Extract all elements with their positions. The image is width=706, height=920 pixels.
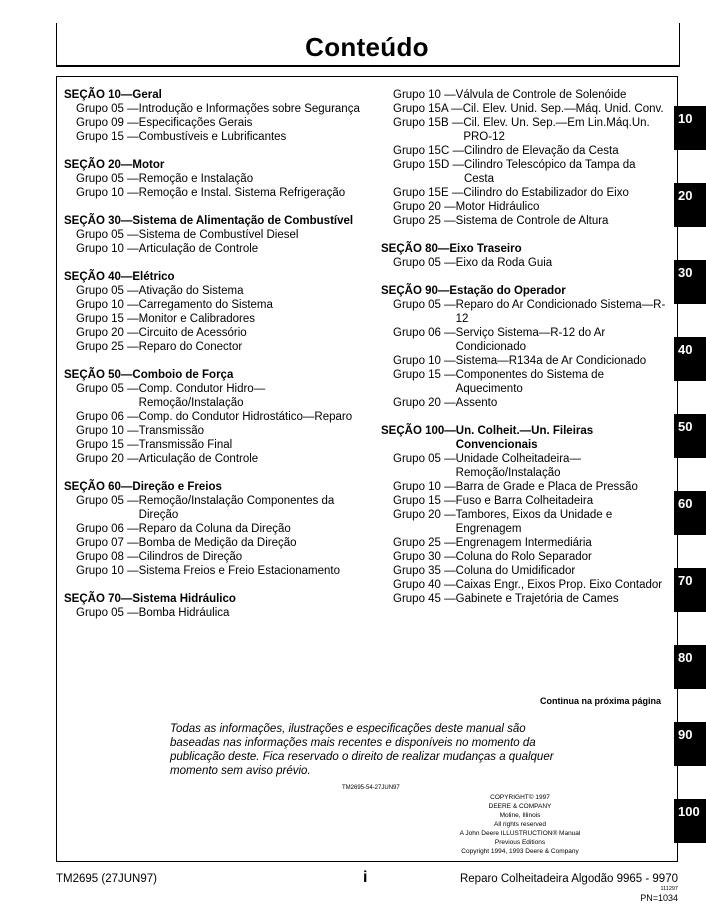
copyright-line: DEERE & COMPANY	[488, 803, 552, 810]
group-number: Grupo 10 —	[76, 243, 139, 255]
group-title: Sistema Freios e Freio Estacionamento	[138, 565, 340, 577]
toc-group-entry[interactable]	[64, 284, 364, 298]
footer-page-number: i	[363, 869, 368, 886]
section-tab-10[interactable]: 10	[674, 106, 706, 150]
toc-group-entry[interactable]	[64, 452, 364, 466]
toc-group-entry[interactable]	[381, 550, 666, 564]
toc-section	[64, 158, 364, 200]
group-number: Grupo 05 —	[76, 229, 139, 241]
group-number: Grupo 20 —	[393, 509, 456, 521]
toc-group-entry[interactable]	[64, 186, 364, 200]
section-heading[interactable]	[64, 480, 364, 494]
section-code: SEÇÃO 30—	[64, 215, 133, 227]
group-number: Grupo 15C —	[393, 145, 464, 157]
toc-group-entry[interactable]	[381, 592, 666, 606]
section-tab-80[interactable]: 80	[674, 645, 706, 689]
copyright-line: Previous Editions	[494, 839, 546, 846]
toc-group-entry[interactable]	[381, 144, 666, 158]
group-number: Grupo 10 —	[393, 89, 456, 101]
toc-section	[381, 424, 666, 606]
group-title: Articulação de Controle	[138, 453, 259, 465]
disclaimer: Todas as informações, ilustrações e especificações deste manual são baseadas nas informações mais recentes e disponíveis no momento da publicação deste. Fica reservado o direito de realizar mudanças a qualquer momento sem aviso prévio.	[170, 723, 554, 777]
group-number: Grupo 35 —	[393, 565, 456, 577]
toc-group-entry[interactable]	[381, 452, 666, 480]
toc-group-entry[interactable]	[64, 172, 364, 186]
section-heading[interactable]	[381, 242, 666, 256]
group-number: Grupo 15 —	[393, 495, 456, 507]
section-heading[interactable]	[64, 214, 364, 228]
section-heading[interactable]	[381, 284, 666, 298]
section-name: Eixo Traseiro	[449, 243, 522, 255]
group-title: Assento	[455, 397, 498, 409]
group-title: Especificações Gerais	[138, 117, 253, 129]
group-number: Grupo 06 —	[76, 411, 139, 423]
group-number: Grupo 15 —	[76, 439, 139, 451]
group-title: Monitor e Calibradores	[138, 313, 255, 325]
group-number: Grupo 20 —	[393, 201, 456, 213]
group-number: Grupo 10 —	[76, 299, 139, 311]
section-heading[interactable]	[64, 88, 364, 102]
group-title: Transmissão	[138, 425, 205, 437]
toc-group-entry[interactable]	[381, 326, 666, 354]
toc-group-entry[interactable]	[381, 256, 666, 270]
group-number: Grupo 05 —	[393, 257, 456, 269]
toc-group-entry[interactable]	[381, 298, 666, 326]
group-title: Caixas Engr., Eixos Prop. Eixo Contador	[455, 579, 663, 591]
group-title: Remoção e Instal. Sistema Refrigeração	[138, 187, 346, 199]
toc-group-entry[interactable]	[64, 536, 364, 550]
footer-doc-number: TM2695 (27JUN97)	[56, 873, 157, 885]
toc-group-entry[interactable]	[64, 326, 364, 340]
toc-section	[64, 368, 364, 466]
group-title: Cilindro de Elevação da Cesta	[463, 145, 619, 157]
group-title: Coluna do Rolo Separador	[455, 551, 592, 563]
section-tab-70[interactable]: 70	[674, 568, 706, 612]
group-title: Articulação de Controle	[138, 243, 259, 255]
section-heading[interactable]	[64, 158, 364, 172]
section-name: Elétrico	[132, 271, 175, 283]
toc-section	[381, 88, 666, 228]
group-title: Válvula de Controle de Solenóide	[455, 89, 627, 101]
group-number: Grupo 20 —	[393, 397, 456, 409]
group-number: Grupo 25 —	[393, 215, 456, 227]
group-number: Grupo 05 —	[76, 495, 139, 507]
section-name: Sistema Hidráulico	[132, 593, 236, 605]
group-title: Reparo da Coluna da Direção	[138, 523, 291, 535]
toc-group-entry[interactable]	[381, 102, 666, 116]
contents-right-column	[381, 88, 666, 620]
toc-group-entry[interactable]	[64, 410, 364, 424]
group-title: Comp. Condutor Hidro—Remoção/Instalação	[138, 383, 266, 409]
footer-code: 111297	[660, 886, 678, 892]
section-heading[interactable]	[381, 424, 666, 452]
section-code: SEÇÃO 80—	[381, 243, 450, 255]
group-number: Grupo 10 —	[393, 481, 456, 493]
section-heading[interactable]	[64, 592, 364, 606]
section-code: SEÇÃO 10—	[64, 89, 133, 101]
toc-section	[64, 480, 364, 578]
group-number: Grupo 05 —	[76, 383, 139, 395]
group-number: Grupo 06 —	[393, 327, 456, 339]
section-code: SEÇÃO 60—	[64, 481, 133, 493]
group-title: Bomba de Medição da Direção	[138, 537, 297, 549]
toc-group-entry[interactable]	[64, 564, 364, 578]
toc-group-entry[interactable]	[64, 522, 364, 536]
section-tab-60[interactable]: 60	[674, 491, 706, 535]
group-number: Grupo 05 —	[76, 173, 139, 185]
contents-left-column	[64, 88, 364, 634]
toc-group-entry[interactable]	[381, 88, 666, 102]
toc-group-entry[interactable]	[64, 116, 364, 130]
toc-group-entry[interactable]	[381, 186, 666, 200]
toc-group-entry[interactable]	[64, 494, 364, 522]
group-title: Cilindros de Direção	[138, 551, 243, 563]
section-name: Direção e Freios	[132, 481, 222, 493]
copyright-line: COPYRIGHT© 1997	[490, 794, 550, 801]
group-number: Grupo 20 —	[76, 327, 139, 339]
group-number: Grupo 10 —	[76, 187, 139, 199]
group-title: Carregamento do Sistema	[138, 299, 273, 311]
section-tab-30[interactable]: 30	[674, 260, 706, 304]
group-number: Grupo 10 —	[76, 565, 139, 577]
toc-group-entry[interactable]	[381, 578, 666, 592]
group-title: Reparo do Conector	[138, 341, 243, 353]
toc-group-entry[interactable]	[381, 214, 666, 228]
toc-group-entry[interactable]	[64, 130, 364, 144]
toc-group-entry[interactable]	[381, 396, 666, 410]
group-title: Transmissão Final	[138, 439, 233, 451]
section-tab-100[interactable]: 100	[674, 799, 706, 843]
group-number: Grupo 05 —	[76, 285, 139, 297]
group-title: Motor Hidráulico	[455, 201, 540, 213]
section-name: Geral	[132, 89, 162, 101]
group-number: Grupo 15 —	[76, 131, 139, 143]
group-number: Grupo 10 —	[76, 425, 139, 437]
section-name: Estação do Operador	[449, 285, 566, 297]
group-title: Ativação do Sistema	[138, 285, 244, 297]
section-name: Motor	[132, 159, 165, 171]
toc-group-entry[interactable]	[381, 200, 666, 214]
group-number: Grupo 06 —	[76, 523, 139, 535]
toc-section	[64, 88, 364, 144]
group-title: Bomba Hidráulica	[138, 607, 230, 619]
toc-group-entry[interactable]	[64, 340, 364, 354]
group-title: Fuso e Barra Colheitadeira	[455, 495, 594, 507]
toc-group-entry[interactable]	[381, 536, 666, 550]
group-number: Grupo 15B —	[393, 117, 464, 129]
toc-group-entry[interactable]	[381, 480, 666, 494]
copyright-line: Moline, Illinois	[499, 812, 541, 819]
section-code: SEÇÃO 50—	[64, 369, 133, 381]
group-title: Barra de Grade e Placa de Pressão	[455, 481, 638, 493]
toc-group-entry[interactable]	[64, 424, 364, 438]
section-code: SEÇÃO 90—	[381, 285, 450, 297]
group-number: Grupo 15 —	[76, 313, 139, 325]
toc-group-entry[interactable]	[381, 494, 666, 508]
section-code: SEÇÃO 40—	[64, 271, 133, 283]
group-title: Introdução e Informações sobre Segurança	[138, 103, 360, 115]
page-title: Conteúdo	[305, 32, 429, 62]
section-tab-40[interactable]: 40	[674, 337, 706, 381]
group-number: Grupo 07 —	[76, 537, 139, 549]
group-title: Gabinete e Trajetória de Cames	[455, 593, 619, 605]
section-heading[interactable]	[64, 270, 364, 284]
toc-group-entry[interactable]	[64, 298, 364, 312]
toc-group-entry[interactable]	[381, 368, 666, 396]
group-title: Serviço Sistema—R-12 do Ar Condicionado	[455, 327, 606, 353]
group-number: Grupo 09 —	[76, 117, 139, 129]
section-name: Sistema de Alimentação de Combustível	[132, 215, 354, 227]
group-title: Sistema—R134a de Ar Condicionado	[455, 355, 647, 367]
toc-group-entry[interactable]	[381, 116, 666, 144]
copyright-line: Copyright 1994, 1993 Deere & Company	[461, 848, 579, 855]
group-title: Comp. do Condutor Hidrostático—Reparo	[138, 411, 353, 423]
toc-group-entry[interactable]	[381, 354, 666, 368]
group-title: Sistema de Controle de Altura	[455, 215, 609, 227]
section-name: Comboio de Força	[132, 369, 234, 381]
group-number: Grupo 05 —	[393, 299, 456, 311]
group-number: Grupo 08 —	[76, 551, 139, 563]
copyright-line: A John Deere ILLUSTRUCTION® Manual	[459, 830, 581, 837]
toc-section	[64, 214, 364, 256]
section-code: SEÇÃO 100—	[381, 425, 456, 437]
toc-group-entry[interactable]	[64, 102, 364, 116]
group-number: Grupo 05 —	[76, 607, 139, 619]
toc-group-entry[interactable]	[64, 382, 364, 410]
section-heading[interactable]	[64, 368, 364, 382]
section-code: SEÇÃO 20—	[64, 159, 133, 171]
toc-section	[64, 270, 364, 354]
copyright-line: All rights reserved	[493, 821, 547, 828]
group-title: Eixo da Roda Guia	[455, 257, 553, 269]
group-title: Combustíveis e Lubrificantes	[138, 131, 287, 143]
group-title: Engrenagem Intermediária	[455, 537, 592, 549]
group-number: Grupo 05 —	[393, 453, 456, 465]
group-title: Componentes do Sistema de Aquecimento	[455, 369, 604, 395]
toc-section	[381, 284, 666, 410]
group-number: Grupo 20 —	[76, 453, 139, 465]
toc-group-entry[interactable]	[64, 550, 364, 564]
group-title: Circuito de Acessório	[138, 327, 247, 339]
group-title: Cil. Elev. Unid. Sep.—Máq. Unid. Conv.	[462, 103, 664, 115]
toc-group-entry[interactable]	[64, 606, 364, 620]
document-reference: TM2695-54-27JUN97	[342, 785, 400, 791]
copyright-block	[440, 793, 600, 856]
group-title: Remoção/Instalação Componentes da Direção	[138, 495, 335, 521]
group-number: Grupo 25 —	[76, 341, 139, 353]
toc-section	[381, 242, 666, 270]
section-tab-50[interactable]: 50	[674, 414, 706, 458]
toc-group-entry[interactable]	[381, 158, 666, 186]
group-number: Grupo 30 —	[393, 551, 456, 563]
toc-group-entry[interactable]	[64, 242, 364, 256]
group-title: Reparo do Ar Condicionado Sistema—R-12	[455, 299, 666, 325]
section-tab-20[interactable]: 20	[674, 183, 706, 227]
group-number: Grupo 15D —	[393, 159, 464, 171]
toc-group-entry[interactable]	[381, 564, 666, 578]
continued-note: Continua na próxima página	[539, 696, 661, 706]
group-title: Unidade Colheitadeira—Remoção/Instalação	[455, 453, 581, 479]
toc-group-entry[interactable]	[64, 228, 364, 242]
group-number: Grupo 45 —	[393, 593, 456, 605]
section-name: Un. Colheit.—Un. Fileiras Convencionais	[455, 425, 594, 451]
group-number: Grupo 15E —	[393, 187, 464, 199]
group-number: Grupo 40 —	[393, 579, 456, 591]
toc-group-entry[interactable]	[381, 508, 666, 536]
toc-section	[64, 592, 364, 620]
section-code: SEÇÃO 70—	[64, 593, 133, 605]
group-title: Tambores, Eixos da Unidade e Engrenagem	[455, 509, 613, 535]
group-number: Grupo 05 —	[76, 103, 139, 115]
toc-group-entry[interactable]	[64, 438, 364, 452]
group-number: Grupo 25 —	[393, 537, 456, 549]
group-title: Cilindro Telescópico da Tampa da Cesta	[463, 159, 636, 185]
footer-pn: PN=1034	[640, 893, 678, 903]
group-title: Cilindro do Estabilizador do Eixo	[463, 187, 629, 199]
toc-group-entry[interactable]	[64, 312, 364, 326]
group-title: Remoção e Instalação	[138, 173, 254, 185]
group-number: Grupo 15 —	[393, 369, 456, 381]
group-title: Cil. Elev. Un. Sep.—Em Lin.Máq.Un. PRO-12	[463, 117, 650, 143]
group-title: Coluna do Umidificador	[455, 565, 576, 577]
group-number: Grupo 15A —	[393, 103, 463, 115]
footer-manual-title: Reparo Colheitadeira Algodão 9965 - 9970	[459, 873, 678, 885]
section-tab-90[interactable]: 90	[674, 722, 706, 766]
group-number: Grupo 10 —	[393, 355, 456, 367]
group-title: Sistema de Combustível Diesel	[138, 229, 299, 241]
